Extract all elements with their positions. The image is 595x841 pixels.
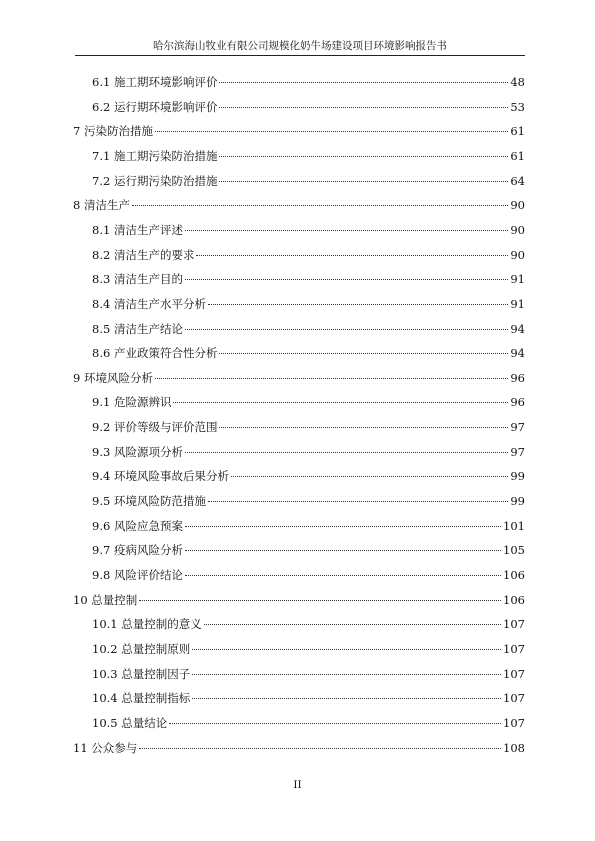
toc-entry-page: 61 [510,124,525,139]
toc-entry-page: 48 [510,75,525,89]
toc-dot-leader [208,501,508,502]
toc-dot-leader [204,624,501,625]
toc-entry[interactable] [92,518,525,534]
toc-dot-leader [208,304,508,305]
toc-entry-page: 106 [503,592,525,607]
toc-entry[interactable] [73,197,525,213]
toc-entry-page: 97 [510,444,525,459]
toc-entry[interactable] [92,394,525,410]
toc-entry[interactable] [92,666,525,682]
toc-dot-leader [192,674,501,675]
toc-entry-label: 10.3 总量控制因子 [92,666,191,681]
toc-entry-label: 8 清洁生产 [73,198,130,213]
toc-entry-page: 96 [510,395,525,410]
toc-entry-page: 94 [510,321,525,336]
toc-entry[interactable] [92,567,525,583]
toc-entry[interactable] [92,296,525,312]
toc-entry[interactable] [92,148,525,164]
toc-entry[interactable] [92,715,525,731]
toc-entry[interactable] [92,222,525,238]
toc-entry[interactable] [73,592,525,608]
toc-entry-label: 8.2 清洁生产的要求 [92,247,195,262]
toc-entry-label: 8.4 清洁生产水平分析 [92,296,206,311]
toc-entry-label: 7.2 运行期污染防治措施 [92,173,218,188]
toc-entry[interactable] [92,542,525,558]
toc-entry-page: 99 [510,469,525,484]
toc-dot-leader [155,378,508,379]
toc-entry-page: 97 [510,420,525,435]
toc-entry-label: 7.1 施工期污染防治措施 [92,148,218,163]
toc-entry-page: 107 [503,617,525,632]
toc-dot-leader [185,230,508,231]
toc-entry[interactable] [92,468,525,484]
toc-entry-label: 9.5 环境风险防范措施 [92,494,206,508]
toc-entry-page: 101 [503,518,525,533]
toc-entry-page: 94 [510,346,525,361]
toc-entry-page: 105 [503,543,525,558]
toc-entry-page: 90 [510,247,525,262]
toc-entry[interactable] [92,247,525,263]
toc-dot-leader [196,255,508,256]
toc-entry[interactable] [73,370,525,386]
toc-dot-leader [219,353,508,354]
toc-entry-page: 106 [503,568,525,582]
toc-dot-leader [185,452,508,453]
toc-dot-leader [219,156,508,157]
toc-entry[interactable] [73,123,525,139]
toc-entry-label: 9.6 风险应急预案 [92,518,183,533]
toc-entry-page: 107 [503,666,525,681]
toc-entry-label: 9.7 疫病风险分析 [92,543,183,558]
toc-entry-label: 9.2 评价等级与评价范围 [92,420,218,435]
toc-entry[interactable] [92,99,525,115]
toc-entry[interactable] [92,345,525,361]
toc-entry-page: 96 [510,370,525,385]
toc-entry[interactable] [92,493,525,509]
toc-entry[interactable] [92,641,525,657]
toc-entry-label: 8.5 清洁生产结论 [92,321,183,336]
toc-entry-label: 6.2 运行期环境影响评价 [92,99,218,114]
toc-entry[interactable] [92,321,525,337]
toc-entry-page: 53 [510,99,525,114]
toc-dot-leader [185,550,501,551]
toc-entry-page: 108 [503,740,525,755]
toc-dot-leader [132,205,508,206]
toc-entry-label: 9.1 危险源辨识 [92,395,172,410]
toc-entry-page: 107 [503,715,525,730]
toc-entry-label: 9.8 风险评价结论 [92,568,183,582]
toc-entry-page: 61 [510,148,525,163]
toc-entry-label: 10 总量控制 [73,592,138,607]
toc-entry[interactable] [92,173,525,189]
toc-dot-leader [219,181,508,182]
toc-dot-leader [139,748,501,749]
toc-entry-page: 91 [510,272,525,287]
toc-dot-leader [185,329,508,330]
toc-dot-leader [192,649,501,650]
toc-dot-leader [155,131,508,132]
toc-entry[interactable] [92,271,525,287]
toc-entry-page: 64 [510,173,525,188]
toc-entry-label: 10.4 总量控制指标 [92,691,191,706]
toc-dot-leader [219,82,508,83]
toc-entry[interactable] [73,740,525,756]
toc-entry-label: 9.4 环境风险事故后果分析 [92,469,229,484]
page-header-title: 哈尔滨海山牧业有限公司规模化奶牛场建设项目环境影响报告书 [153,40,447,52]
page-number: II [293,779,302,791]
toc-entry-label: 10.5 总量结论 [92,715,168,730]
toc-entry-page: 90 [510,198,525,213]
toc-entry-label: 8.1 清洁生产评述 [92,222,183,237]
toc-entry[interactable] [92,419,525,435]
toc-dot-leader [185,575,501,576]
toc-dot-leader [231,476,508,477]
toc-entry-label: 8.3 清洁生产目的 [92,272,183,287]
toc-entry[interactable] [92,74,525,90]
toc-entry-label: 7 污染防治措施 [73,124,153,139]
toc-entry-page: 90 [510,222,525,237]
toc-entry[interactable] [92,616,525,632]
toc-dot-leader [185,279,508,280]
toc-entry-page: 91 [510,296,525,311]
toc-entry[interactable] [92,690,525,706]
toc-dot-leader [219,427,508,428]
toc-entry-page: 99 [510,494,525,508]
toc-entry-label: 9.3 风险源项分析 [92,444,183,459]
toc-entry-label: 8.6 产业政策符合性分析 [92,346,218,361]
toc-entry-label: 9 环境风险分析 [73,370,153,385]
toc-entry-label: 10.1 总量控制的意义 [92,617,202,632]
toc-entry-page: 107 [503,641,525,656]
toc-dot-leader [139,600,501,601]
toc-dot-leader [192,698,501,699]
toc-entry-page: 107 [503,691,525,706]
toc-entry[interactable] [92,444,525,460]
toc-entry-label: 11 公众参与 [73,740,138,755]
toc-dot-leader [169,723,501,724]
toc-entry-label: 10.2 总量控制原则 [92,641,191,656]
toc-dot-leader [185,526,501,527]
toc-dot-leader [173,402,508,403]
toc-entry-label: 6.1 施工期环境影响评价 [92,75,218,89]
toc-dot-leader [219,107,508,108]
